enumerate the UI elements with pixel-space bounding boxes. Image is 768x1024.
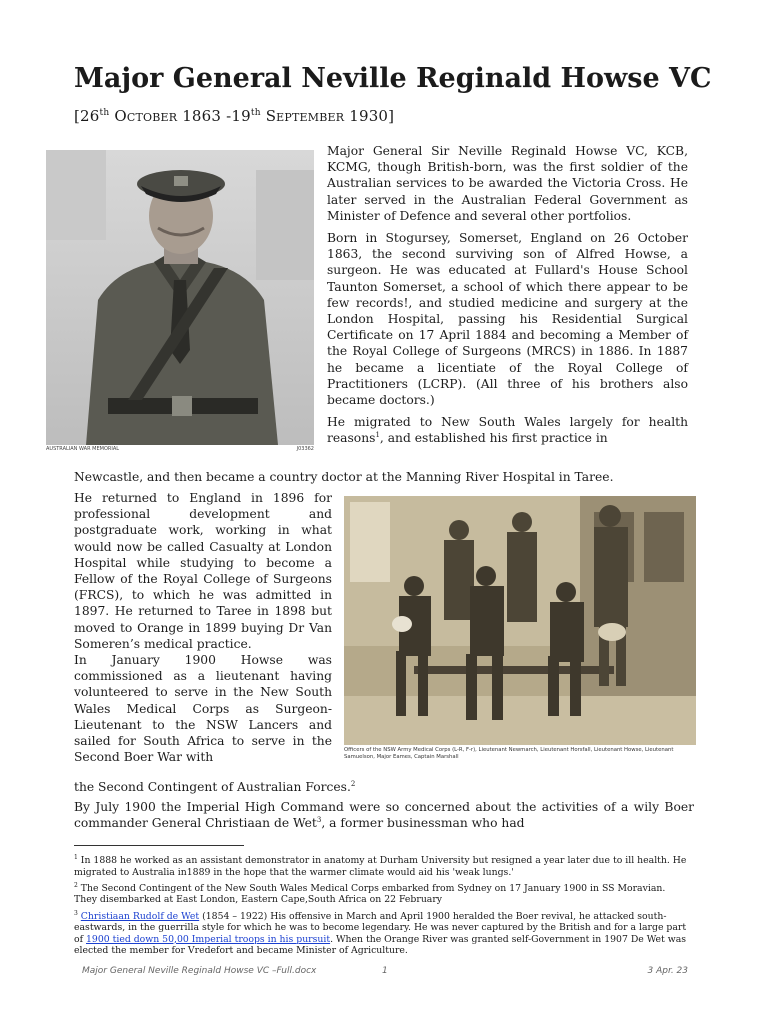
life-dates: [26th October 1863 -19th September 1930]: [74, 107, 395, 125]
footnotes: [74, 852, 690, 959]
title-name: Major General Neville Reginald Howse VC: [74, 63, 712, 94]
imperial-troops-link[interactable]: 1900 tied down 50,00 Imperial troops in his pursuit: [86, 933, 331, 945]
footer-filename: Major General Neville Reginald Howse VC –Full.docx: [82, 966, 317, 976]
intro-column: [327, 143, 688, 447]
group-photo-caption: Officers of the NSW Army Medical Corps (L-R, F-r), Lieutenant Newmarch, Lieutenant Horsfall, Lieutenant Howse, Lieutenant Samuelson, Major Eames, Captain Marshall: [344, 747, 674, 760]
paragraph-contingent: the Second Contingent of Australian Forces.$^2$: [74, 779, 356, 794]
footnote-1: $^1$ In 1888 he worked as an assistant demonstrator in anatomy at Durham University but resigned a year later due to ill health. He migrated to Australia in1889 in the hope that the warmer climate would aid his 'weak lungs.': [74, 854, 687, 878]
career-column: [74, 490, 332, 765]
portrait-photo: [46, 150, 314, 445]
migration-continued: Newcastle, and then became a country doctor at the Manning River Hospital in Taree.: [74, 470, 614, 484]
footnote-ref-2: 2: [350, 779, 356, 788]
portrait-caption: [46, 446, 314, 452]
footer-page-number: 1: [382, 966, 388, 976]
footnote-2: $^2$ The Second Contingent of the New South Wales Medical Corps embarked from Sydney on 17 January 1900 in SS Moravian. They disembarked at East London, Eastern Cape,South Africa on 22 February: [74, 881, 666, 906]
paragraph-intro: Major General Sir Neville Reginald Howse VC, KCB, KCMG, though British-born, was the first soldier of the Australian services to be awarded the Victoria Cross. He later served in the Australian Federal Government as Minister of Defence and several other portfolios.: [327, 144, 688, 223]
de-wet-link[interactable]: Christiaan Rudolf de Wet: [80, 910, 200, 922]
footnote-separator: [74, 845, 244, 846]
paragraph-de-wet: By July 1900 the Imperial High Command were so concerned about the activities of a wily Boer commander General Christiaan de Wet$^3$, a former businessman who had: [74, 800, 694, 831]
paragraph-migration: He migrated to New South Wales largely for health reasons$^1$, and established his first practice in: [327, 415, 688, 446]
photo-id: J03362: [296, 446, 314, 452]
footnote-ref-3: 3: [316, 816, 322, 825]
footer-date: 3 Apr. 23: [647, 966, 688, 976]
footnote-ref-1: 1: [375, 431, 380, 440]
paragraph-boer-war: In January 1900 Howse was commissioned as a lieutenant having volunteered to serve in the New South Wales Medical Corps as Surgeon-Lieutenant to the NSW Lancers and sailed for South Africa to serve in the Second Boer War with: [74, 653, 332, 765]
page-title: [74, 62, 714, 133]
photo-credit: AUSTRALIAN WAR MEMORIAL: [46, 446, 120, 452]
wide-text-block: [74, 779, 694, 832]
paragraph-return: He returned to England in 1896 for professional development and postgraduate work, working in what would now be called Casualty at London Hospital while studying to become a Fellow of the Royal College of Surgeons (FRCS), to which he was admitted in 1897. He returned to Taree in 1898 but moved to Orange in 1899 buying Dr Van Someren’s medical practice.: [74, 491, 332, 651]
title-vc-line: [74, 97, 394, 128]
footnote-3: $^3$ Christiaan Rudolf de Wet (1854 – 1922) His offensive in March and April 1900 heralded the Boer revival, he attacked south-eastwards, in the guerrilla style for which he was to become legendary. He was never captured by the British and for a large part of 1900 tied down 50,00 Imperial troops in his pursuit. When the Orange River was granted self-Government in 1907 De Wet was elected the member for Vredefort and became Minister of Agriculture.: [74, 909, 687, 957]
paragraph-birth: Born in Stogursey, Somerset, England on 26 October 1863, the second surviving son of Alfred Howse, a surgeon. He was educated at Fullard's House School Taunton Somerset, a school of which there appear to be few records!, and studied medicine and surgery at the London Hospital, passing his Residential Surgical Certificate on 17 April 1884 and becoming a Member of the Royal College of Surgeons (MRCS) in 1886. In 1887 he became a licentiate of the Royal College of Practitioners (LCRP). (All three of his brothers also became doctors.): [327, 231, 688, 408]
group-photo: [344, 496, 696, 745]
